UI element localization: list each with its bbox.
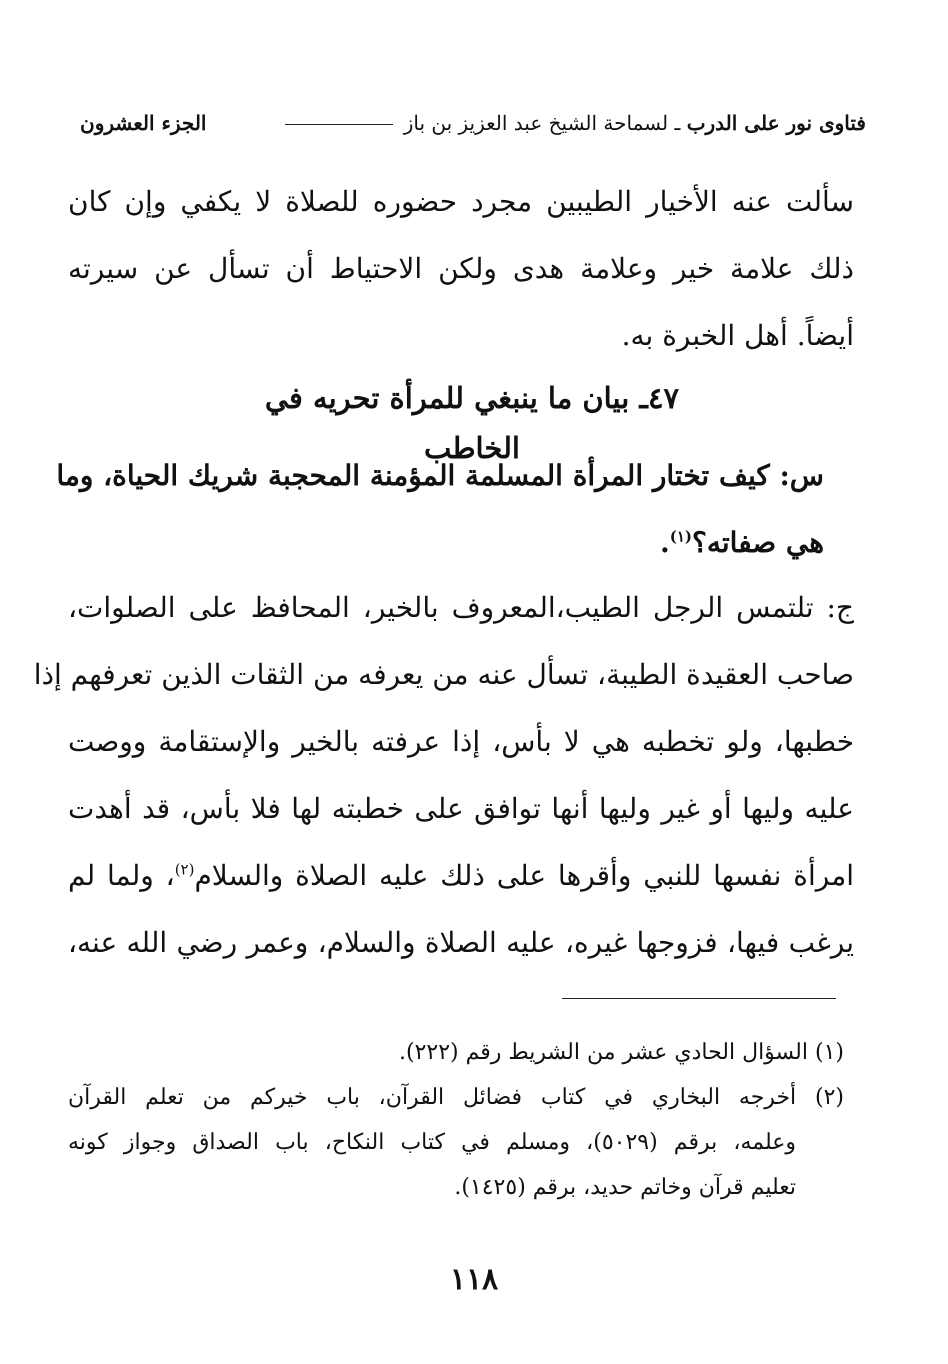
footnote-ref[interactable]: (٢) [174, 860, 195, 879]
footnote-ref[interactable]: (١) [669, 527, 692, 546]
footnote-line: (٢) أخرجه البخاري في كتاب فضائل القرآن، باب خيركم من تعلم القرآن [68, 1085, 844, 1110]
section-title: ٤٧ـ بيان ما ينبغي للمرأة تحريه في الخاطب [264, 381, 680, 465]
question-line: س: كيف تختار المرأة المسلمة المؤمنة المحجبة شريك الحياة، وما [56, 459, 824, 492]
book-title: فتاوى نور على الدرب [686, 111, 866, 135]
question-end: . [659, 526, 670, 559]
answer-line: ج: تلتمس الرجل الطيب،المعروف بالخير، المحافظ على الصلوات، [68, 591, 854, 624]
answer-line: يرغب فيها، فزوجها غيره، عليه الصلاة والسلام، وعمر رضي الله عنه، [68, 926, 854, 959]
intro-line: ذلك علامة خير وعلامة هدى ولكن الاحتياط أن تسأل عن سيرته [68, 252, 854, 285]
answer-text: امرأة نفسها للنبي وأقرها على ذلك عليه الصلاة والسلام [194, 859, 854, 892]
question-paragraph [56, 442, 824, 576]
intro-line: أيضاً. أهل الخبرة به. [621, 319, 854, 352]
intro-paragraph [68, 168, 854, 369]
question-text: هي صفاته؟ [692, 526, 824, 559]
footnotes [68, 1030, 844, 1210]
footnote-separator [562, 998, 836, 999]
footnote-1: (١) السؤال الحادي عشر من الشريط رقم (٢٢٢). [398, 1040, 844, 1065]
footnote-line: وعلمه، برقم (٥٠٢٩)، ومسلم في كتاب النكاح، باب الصداق وجواز كونه [68, 1130, 797, 1155]
answer-paragraph [33, 574, 854, 976]
author-name: ـ لسماحة الشيخ عبد العزيز بن باز [403, 111, 681, 135]
question-line [68, 509, 824, 576]
footnote-2 [68, 1075, 844, 1210]
footnote-line: تعليم قرآن وخاتم حديد، برقم (١٤٢٥). [454, 1175, 796, 1200]
header-rule [285, 124, 393, 125]
answer-line: عليه وليها أو غير وليها أنها توافق على خطبته لها فلا بأس، قد أهدت [68, 792, 854, 825]
page-number: ١١٨ [449, 1262, 499, 1297]
answer-line [68, 842, 854, 909]
answer-line: خطبها، ولو تخطبه هي لا بأس، إذا عرفته بالخير والإستقامة ووصت [68, 725, 854, 758]
volume-label: الجزء العشرون [80, 111, 207, 135]
answer-text: ، ولما لم [68, 859, 175, 892]
answer-line: صاحب العقيدة الطيبة، تسأل عنه من يعرفه من الثقات الذين تعرفهم إذا [33, 658, 854, 691]
intro-line: سألت عنه الأخيار الطيبين مجرد حضوره للصلاة لا يكفي وإن كان [68, 185, 854, 218]
running-header [80, 106, 866, 140]
